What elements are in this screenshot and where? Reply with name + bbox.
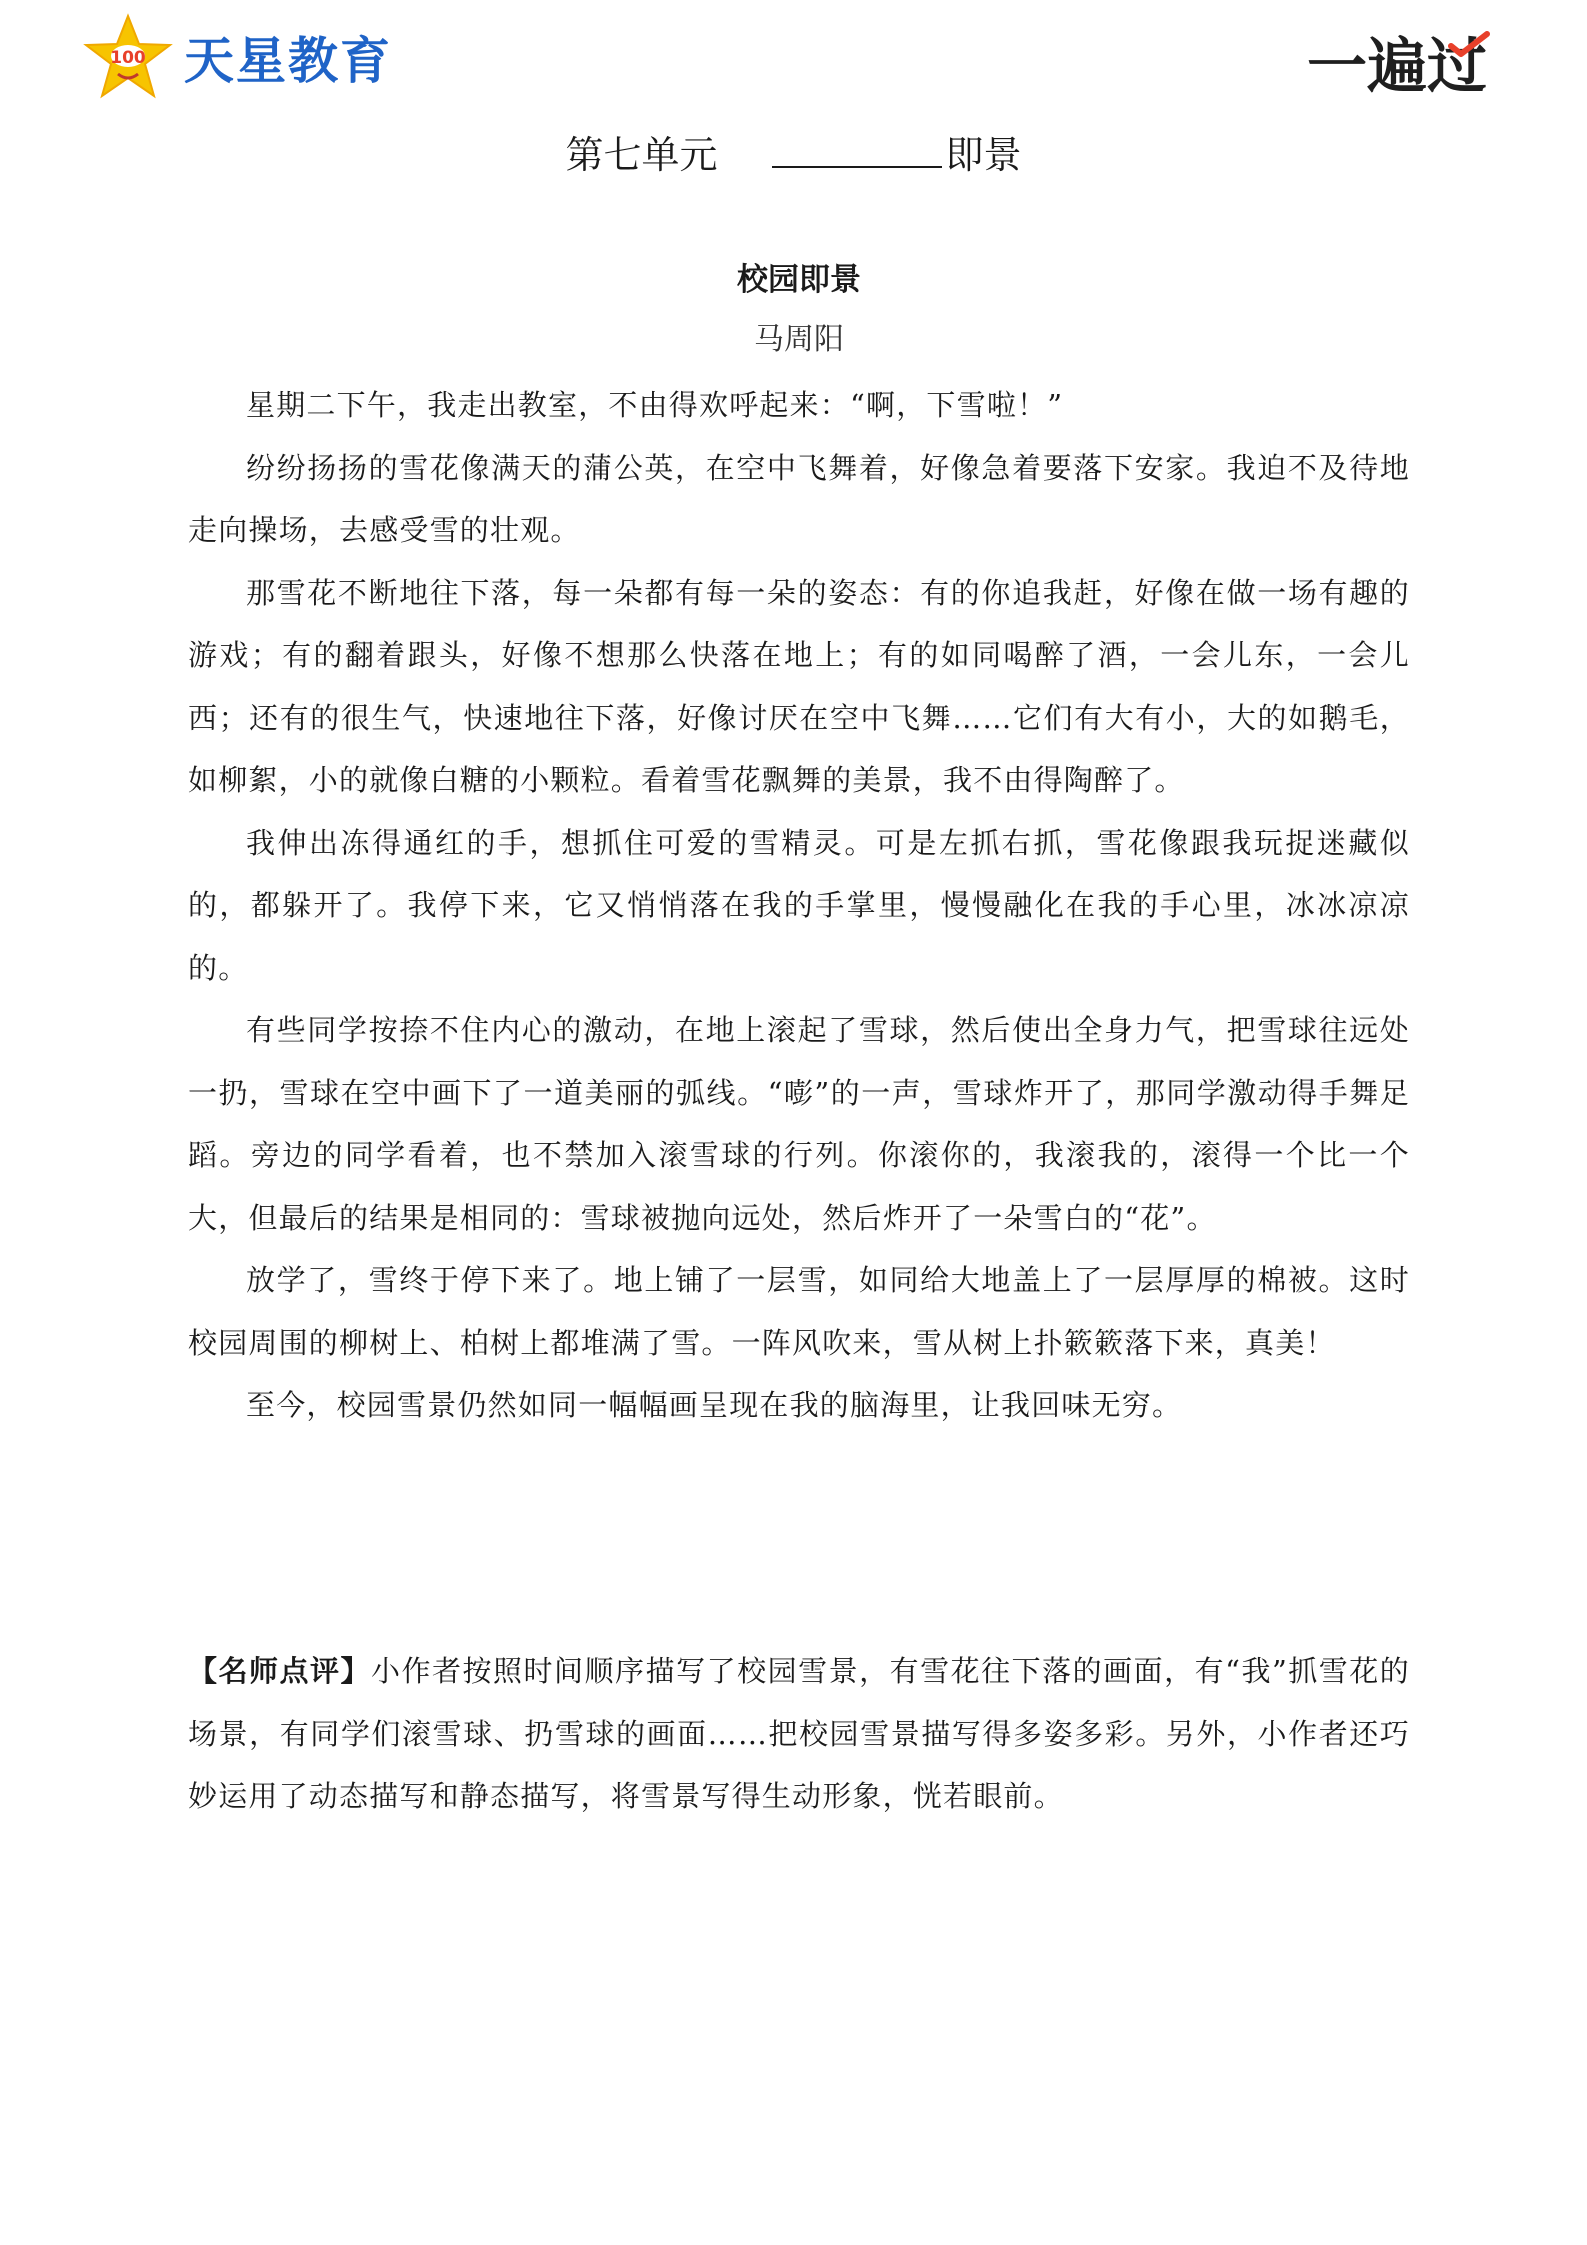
checkmark-icon: [1447, 30, 1491, 60]
article-paragraph: 星期二下午，我走出教室，不由得欢呼起来：“啊，下雪啦！”: [246, 388, 1064, 422]
article: [188, 250, 1410, 1437]
series-logo-text: 一遍过: [1307, 32, 1487, 102]
article-title: 校园即景: [737, 262, 861, 298]
brand-name: 天星教育: [184, 32, 392, 90]
fill-in-blank: [772, 126, 942, 168]
teacher-review: [188, 1640, 1410, 1828]
review-label: 【名师点评】: [188, 1654, 372, 1688]
star-mascot-icon: [82, 12, 174, 102]
brand-logo: [82, 12, 392, 102]
article-author: 马周阳: [754, 322, 844, 357]
article-paragraph: 纷纷扬扬的雪花像满天的蒲公英，在空中飞舞着，好像急着要落下安家。我迫不及待地走向操场，去感受雪的壮观。: [188, 450, 1410, 547]
unit-title-suffix: 即景: [945, 133, 1022, 177]
article-paragraph: 放学了，雪终于停下来了。地上铺了一层雪，如同给大地盖上了一层厚厚的棉被。这时校园周围的柳树上、柏树上都堆满了雪。一阵风吹来，雪从树上扑簌簌落下来，真美！: [188, 1263, 1410, 1360]
article-paragraph: 那雪花不断地往下落，每一朵都有每一朵的姿态：有的你追我赶，好像在做一场有趣的游戏；有的翻着跟头，好像不想那么快落在地上；有的如同喝醉了酒，一会儿东，一会儿西；还有的很生气，快速地往下落，好像讨厌在空中飞舞……它们有大有小，大的如鹅毛，如柳絮，小的就像白糖的小颗粒。看着雪花飘舞的美景，我不由得陶醉了。: [188, 575, 1410, 797]
brand-badge: 100: [110, 48, 146, 68]
series-logo: [1307, 22, 1487, 102]
page-header: [0, 0, 1587, 120]
article-paragraph: 我伸出冻得通红的手，想抓住可爱的雪精灵。可是左抓右抓，雪花像跟我玩捉迷藏似的，都躲开了。我停下来，它又悄悄落在我的手掌里，慢慢融化在我的手心里，冰冰凉凉的。: [188, 825, 1410, 985]
article-paragraph: 有些同学按捺不住内心的激动，在地上滚起了雪球，然后使出全身力气，把雪球往远处一扔，雪球在空中画下了一道美丽的弧线。“嘭”的一声，雪球炸开了，那同学激动得手舞足蹈。旁边的同学看着，也不禁加入滚雪球的行列。你滚你的，我滚我的，滚得一个比一个大，但最后的结果是相同的：雪球被抛向远处，然后炸开了一朵雪白的“花”。: [188, 1013, 1410, 1235]
unit-title: [0, 120, 1587, 190]
article-paragraph: 至今，校园雪景仍然如同一幅幅画呈现在我的脑海里，让我回味无穷。: [246, 1388, 1183, 1422]
review-text: 小作者按照时间顺序描写了校园雪景，有雪花往下落的画面，有“我”抓雪花的场景，有同学们滚雪球、扔雪球的画面……把校园雪景描写得多姿多彩。另外，小作者还巧妙运用了动态描写和静态描写，将雪景写得生动形象，恍若眼前。: [188, 1654, 1411, 1813]
unit-title-prefix: 第七单元: [565, 133, 718, 177]
